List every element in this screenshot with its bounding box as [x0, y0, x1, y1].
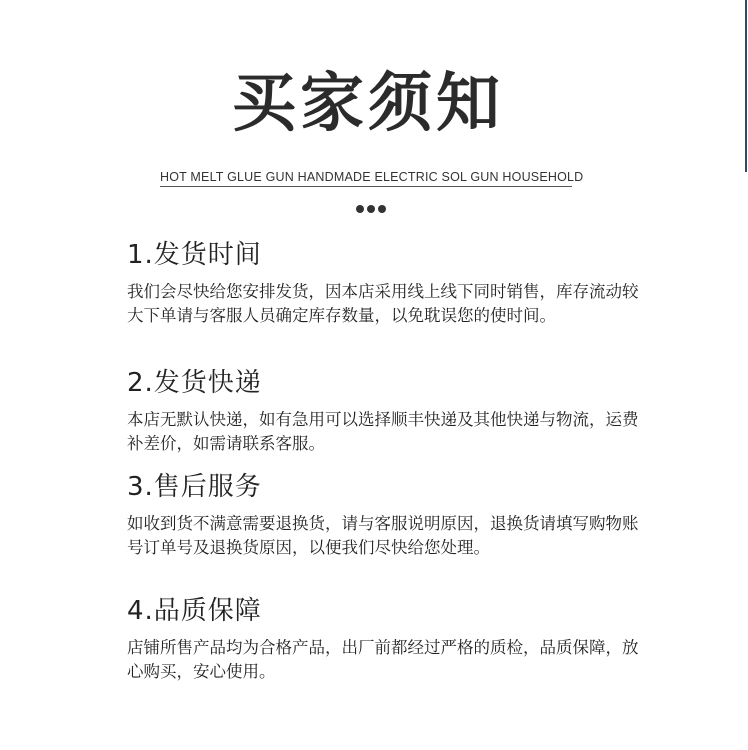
page-title: 买家须知 — [232, 67, 504, 141]
decorative-dots — [356, 205, 386, 213]
section-heading: 2.发货快递 — [127, 368, 262, 398]
section-quality-assurance — [127, 594, 647, 684]
section-heading: 4.品质保障 — [127, 596, 262, 626]
section-body: 如收到货不满意需要退换货，请与客服说明原因，退换货请填写购物账号订单号及退换货原因，以便我们尽快给您处理。 — [127, 514, 639, 557]
section-heading: 3.售后服务 — [127, 472, 262, 502]
section-shipping-courier — [127, 366, 647, 456]
dot-icon — [356, 205, 364, 213]
section-body: 我们会尽快给您安排发货，因本店采用线上线下同时销售，库存流动较大下单请与客服人员确定库存数量，以免耽误您的使时间。 — [127, 282, 639, 325]
section-after-sales — [127, 470, 647, 560]
page-subtitle: HOT MELT GLUE GUN HANDMADE ELECTRIC SOL GUN HOUSEHOLD — [160, 169, 572, 187]
section-heading: 1.发货时间 — [127, 240, 262, 270]
section-body: 店铺所售产品均为合格产品，出厂前都经过严格的质检，品质保障，放心购买，安心使用。 — [127, 638, 639, 681]
edge-divider-line — [745, 0, 747, 172]
dot-icon — [367, 205, 375, 213]
section-shipping-time — [127, 238, 647, 328]
section-body: 本店无默认快递，如有急用可以选择顺丰快递及其他快递与物流，运费补差价，如需请联系客服。 — [127, 410, 639, 453]
dot-icon — [378, 205, 386, 213]
